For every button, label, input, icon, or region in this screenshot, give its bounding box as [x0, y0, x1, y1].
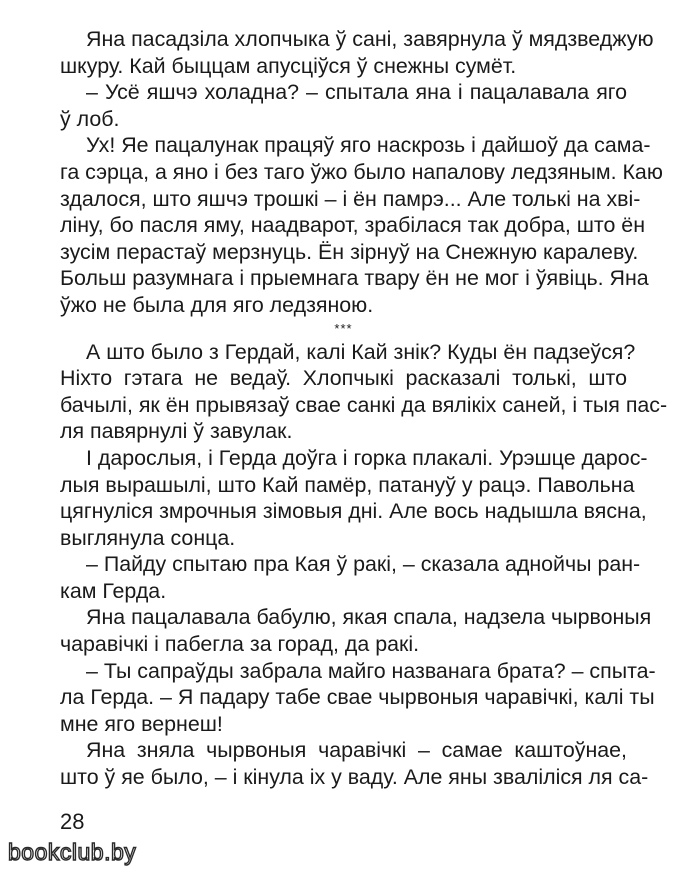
text-line: цягнуліся змрочныя зімовыя дні. Але вось надышла вясна,	[60, 499, 647, 524]
text-line: А што было з Гердай, калі Кай знік? Куды ён падзеўся?	[86, 339, 636, 364]
text-line: ля павярнулі ў завулак.	[60, 419, 293, 444]
text-line: – Ты сапраўды забрала майго названага брата? – спыта-	[86, 658, 656, 683]
text-line: Больш разумнага і прыемнага твару ён не мог і ўявіць. Яна	[60, 266, 649, 291]
text-line: бачылі, як ён прывязаў свае санкі да вялікіх саней, і тыя пас-	[60, 392, 668, 417]
text-line: І дарослыя, і Герда доўга і горка плакалі. Урэшце дарос-	[86, 445, 648, 470]
text-line: ліну, бо пасля яму, наадварот, зрабілася так добра, што ён	[60, 213, 646, 238]
text-line: ўжо не была для яго ледзяною.	[60, 292, 374, 317]
text-line: здалося, што яшчэ трошкі – і ён памрэ... Але толькі на хві-	[60, 186, 641, 211]
text-line: кам Герда.	[60, 578, 167, 603]
text-line: ў лоб.	[60, 106, 120, 131]
text-line: – Усё яшчэ холадна? – спытала яна і пацалавала яго	[86, 80, 627, 105]
text-line: ла Герда. – Я падару табе свае чырвоныя чаравічкі, калі ты	[60, 685, 655, 710]
watermark: bookclub.by	[8, 839, 137, 865]
text-line: лыя вырашылі, што Кай памёр, патануў у рацэ. Павольна	[60, 472, 635, 497]
text-line: – Пайду спытаю пра Кая ў ракі, – сказала аднойчы ран-	[86, 552, 641, 577]
text-line: Ніхто гэтага не ведаў. Хлопчыкі расказалі толькі, што	[60, 366, 627, 391]
text-line: Яна зняла чырвоныя чаравічкі – самае каштоўнае,	[86, 738, 627, 763]
text-line: мне яго вернеш!	[60, 711, 223, 736]
text-line: Ух! Яе пацалунак працяў яго наскрозь і дайшоў да сама-	[86, 133, 651, 158]
text-line: чаравічкі і пабегла за горад, да ракі.	[60, 632, 420, 657]
text-line: Яна пасадзіла хлопчыка ў сані, завярнула ў мядзведжую	[86, 27, 654, 51]
text-line: зусім перастаў мерзнуць. Ён зірнуў на Снежную каралеву.	[60, 239, 639, 264]
section-separator: ***	[334, 320, 353, 336]
text-line: шкуру. Кай быццам апусціўся ў снежны сумёт.	[60, 53, 517, 78]
text-line: га сэрца, а яно і без таго ўжо было напалову ледзяным. Каю	[60, 159, 663, 184]
page-text	[60, 26, 668, 791]
text-line: што ў яе было, – і кінула іх у ваду. Але яны зваліліся ля са-	[60, 765, 649, 790]
page-number: 28	[60, 809, 85, 834]
text-line: выглянула сонца.	[60, 525, 236, 550]
text-line: Яна пацалавала бабулю, якая спала, надзела чырвоныя	[86, 605, 652, 630]
